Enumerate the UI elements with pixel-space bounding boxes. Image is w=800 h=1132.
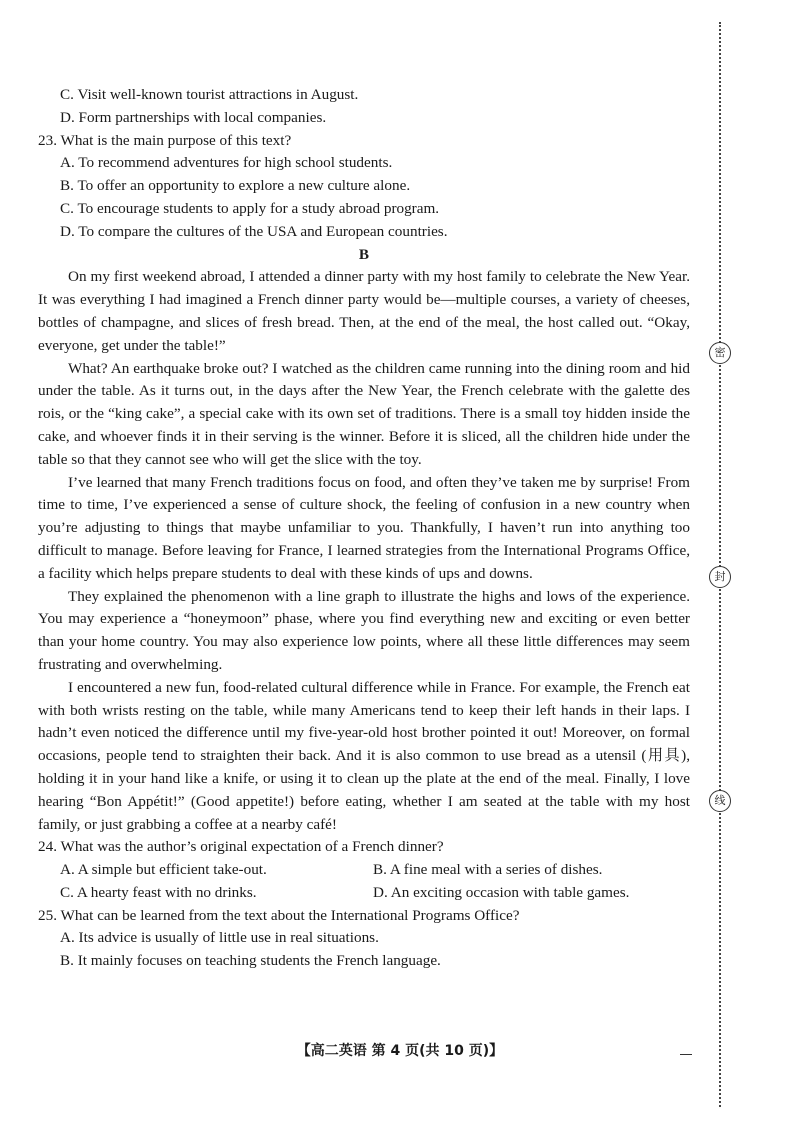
binding-dotted-line [719, 22, 721, 1107]
question-25-stem: 25. What can be learned from the text about the International Programs Office? [38, 906, 520, 924]
question-24-option-a: A. A simple but efficient take-out. [60, 861, 267, 879]
passage-paragraph-4: They explained the phenomenon with a line graph to illustrate the highs and lows of the experience. You may experience a “honeymoon” phase, where you find everything new and exciting or even better than your home country. You may also experience low points, where all these little differences may seem frustrating and overwhelming. [38, 587, 690, 673]
question-23-stem: 23. What is the main purpose of this text? [38, 131, 292, 149]
binding-mark-mi: 密 [709, 342, 731, 364]
passage-paragraph-2: What? An earthquake broke out? I watched as the children came running into the dining room and hid under the table. As it turns out, in the days after the New Year, the French celebrate with the galette des rois, or the “king cake”, a special cake with its own set of traditions. There is a small toy hidden inside the cake, and whoever finds it in their serving is the winner. Before it is sliced, all the children hide under the table so that they cannot see who will get the slice with the toy. [38, 359, 690, 468]
binding-mark-feng: 封 [709, 566, 731, 588]
question-24-options-row-1 [38, 859, 690, 882]
question-25-option-a: A. Its advice is usually of little use in real situations. [60, 929, 379, 947]
exam-page [38, 84, 690, 973]
passage-paragraph-5: I encountered a new fun, food-related cultural difference while in France. For example, the French eat with both wrists resting on the table, while many Americans tend to keep their left hands in their laps. I hadn’t even noticed the difference until my five-year-old host brother pointed it out! Moreover, on formal occasions, people tend to straighten their back. And it is also common to use bread as a utensil (用具), holding it in your hand like a knife, or using it to clean up the plate at the end of the meal. Finally, I love hearing “Bon Appétit!” (Good appetite!) before eating, whether I am seated at the table with my host family, or just grabbing a coffee at a nearby café! [38, 678, 690, 833]
question-24-stem: 24. What was the author’s original expectation of a French dinner? [38, 838, 444, 856]
question-23-option-b: B. To offer an opportunity to explore a new culture alone. [60, 177, 411, 195]
footer-dash [680, 1054, 692, 1055]
binding-mark-xian: 线 [709, 790, 731, 812]
prev-question-option-d: D. Form partnerships with local companies. [60, 108, 327, 126]
page-footer: 【高二英语 第 4 页(共 10 页)】 [296, 1043, 504, 1059]
question-24-option-d: D. An exciting occasion with table games. [373, 883, 630, 901]
prev-question-option-c: C. Visit well-known tourist attractions in August. [60, 86, 359, 103]
question-24-option-b: B. A fine meal with a series of dishes. [373, 861, 603, 879]
question-23-option-d: D. To compare the cultures of the USA and European countries. [60, 222, 448, 240]
section-b-title: B [358, 245, 370, 263]
question-23-option-a: A. To recommend adventures for high school students. [60, 154, 393, 172]
passage-paragraph-1: On my first weekend abroad, I attended a dinner party with my host family to celebrate the New Year. It was everything I had imagined a French dinner party would be—multiple courses, a variety of cheeses, bottles of champagne, and slices of fresh bread. Then, at the end of the meal, the host called out. “Okay, everyone, get under the table!” [38, 268, 690, 354]
question-25-option-b: B. It mainly focuses on teaching students the French language. [60, 952, 441, 970]
question-23-option-c: C. To encourage students to apply for a study abroad program. [60, 199, 440, 217]
question-24-option-c: C. A hearty feast with no drinks. [60, 883, 257, 901]
question-24-options-row-2 [38, 882, 690, 905]
passage-paragraph-3: I’ve learned that many French traditions focus on food, and often they’ve taken me by surprise! From time to time, I’ve experienced a sense of culture shock, the feeling of confusion in a new country when you’re adjusting to things that maybe unfamiliar to you. Thankfully, I haven’t run into anything too difficult to manage. Before leaving for France, I learned strategies from the International Programs Office, a facility which helps prepare students to deal with these kinds of ups and downs. [38, 473, 690, 582]
